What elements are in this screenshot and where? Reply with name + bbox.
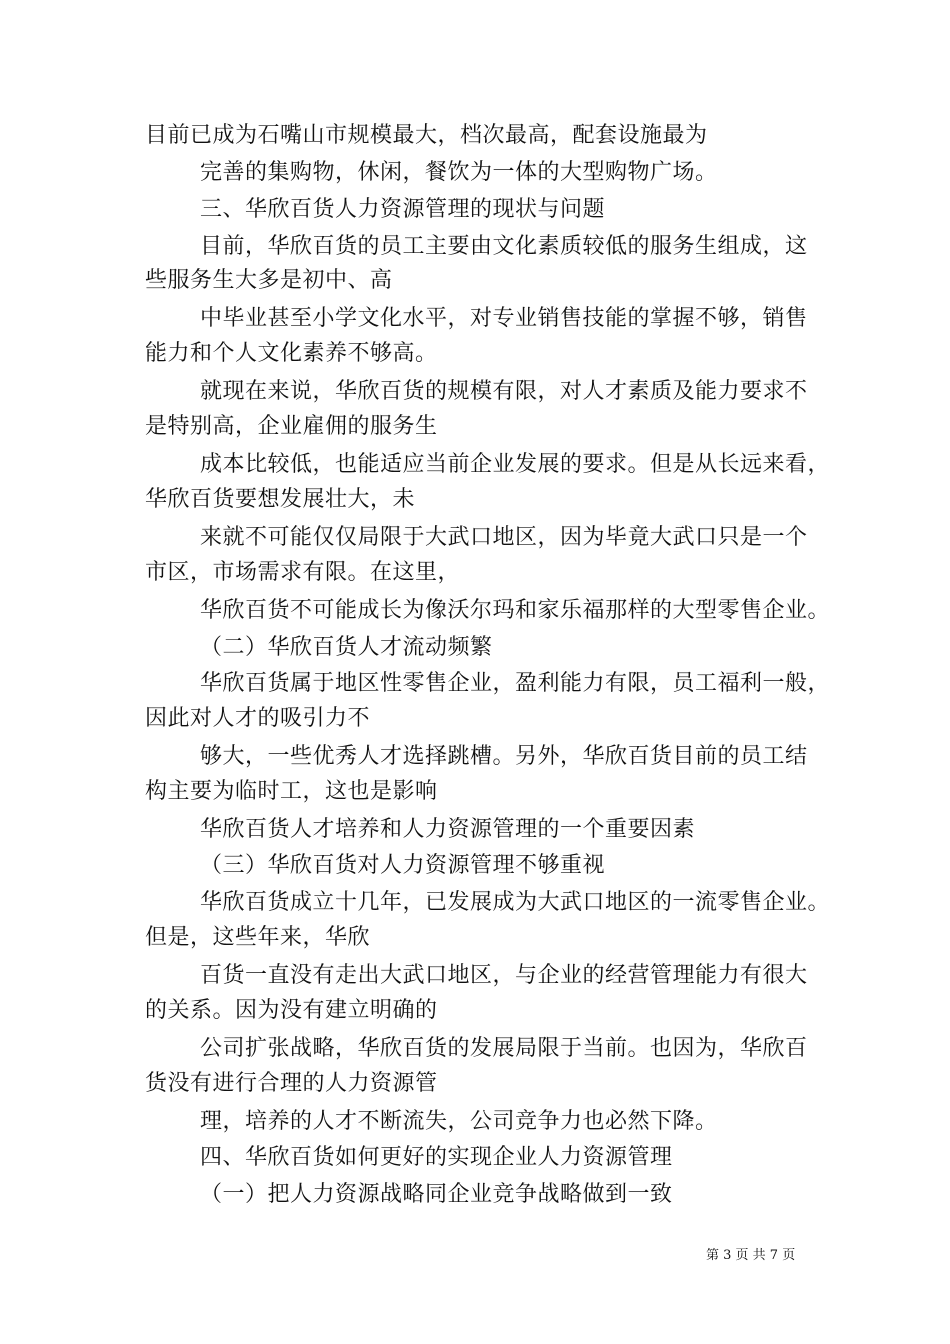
text-line: 是特别高，企业雇佣的服务生 <box>145 414 438 439</box>
text-line: 华欣百货要想发展壮大，未 <box>145 487 416 512</box>
text-line: 华欣百货人才培养和人力资源管理的一个重要因素 <box>200 817 696 842</box>
text-line: 的关系。因为没有建立明确的 <box>145 998 438 1023</box>
text-line: 目前已成为石嘴山市规模最大，档次最高，配套设施最为 <box>145 123 708 148</box>
text-line: 完善的集购物，休闲，餐饮为一体的大型购物广场。 <box>200 160 718 185</box>
subsection-heading: （三）华欣百货对人力资源管理不够重视 <box>200 853 606 878</box>
text-line: 构主要为临时工，这也是影响 <box>145 779 438 804</box>
text-line: 些服务生大多是初中、高 <box>145 268 393 293</box>
text-line: 市区，市场需求有限。在这里， <box>145 560 461 585</box>
subsection-heading: （二）华欣百货人才流动频繁 <box>200 635 493 660</box>
section-heading: 四、华欣百货如何更好的实现企业人力资源管理 <box>200 1145 673 1170</box>
page-number: 第 3 页 共 7 页 <box>706 1248 796 1263</box>
text-line: 够大，一些优秀人才选择跳槽。另外，华欣百货目前的员工结 <box>200 744 808 769</box>
text-line: 中毕业甚至小学文化水平，对专业销售技能的掌握不够，销售 <box>200 306 808 331</box>
text-line: 成本比较低，也能适应当前企业发展的要求。但是从长远来看， <box>200 452 831 477</box>
subsection-heading: （一）把人力资源战略同企业竞争战略做到一致 <box>200 1182 673 1207</box>
text-line: 华欣百货属于地区性零售企业，盈利能力有限，员工福利一般， <box>200 671 831 696</box>
text-line: 货没有进行合理的人力资源管 <box>145 1071 438 1096</box>
text-line: 华欣百货不可能成长为像沃尔玛和家乐福那样的大型零售企业。 <box>200 598 831 623</box>
text-line: 理，培养的人才不断流失，公司竞争力也必然下降。 <box>200 1109 718 1134</box>
text-line: 公司扩张战略，华欣百货的发展局限于当前。也因为，华欣百 <box>200 1036 808 1061</box>
text-line: 但是，这些年来，华欣 <box>145 925 371 950</box>
text-line: 目前，华欣百货的员工主要由文化素质较低的服务生组成，这 <box>200 234 808 259</box>
text-line: 华欣百货成立十几年，已发展成为大武口地区的一流零售企业。 <box>200 890 831 915</box>
text-line: 百货一直没有走出大武口地区，与企业的经营管理能力有很大 <box>200 963 808 988</box>
text-line: 因此对人才的吸引力不 <box>145 706 371 731</box>
text-line: 就现在来说，华欣百货的规模有限，对人才素质及能力要求不 <box>200 379 808 404</box>
text-line: 来就不可能仅仅局限于大武口地区，因为毕竟大武口只是一个 <box>200 525 808 550</box>
text-line: 能力和个人文化素养不够高。 <box>145 341 438 366</box>
section-heading: 三、华欣百货人力资源管理的现状与问题 <box>200 197 606 222</box>
